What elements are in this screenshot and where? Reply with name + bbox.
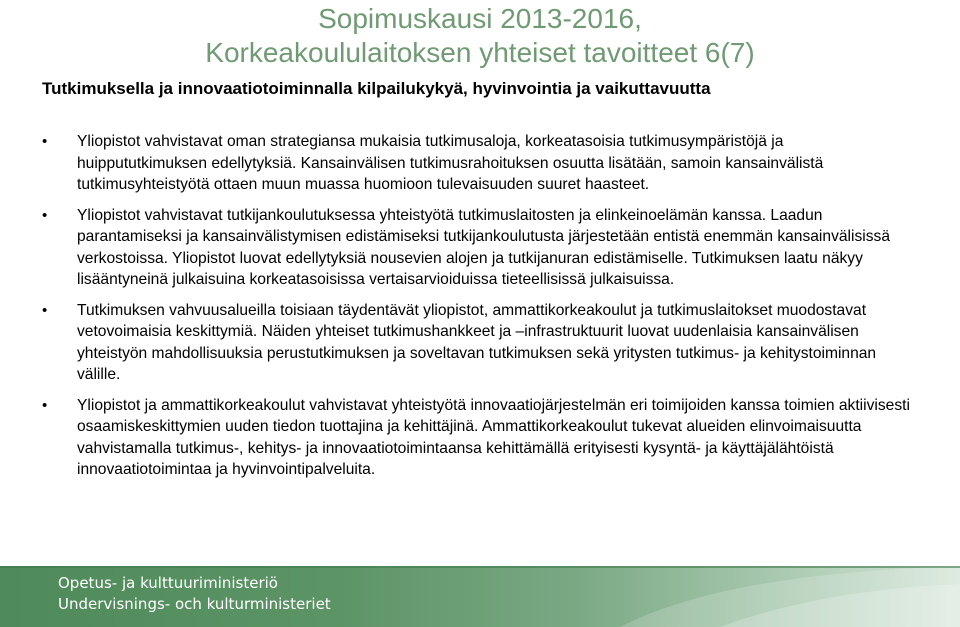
ministry-name-sv: Undervisnings- och kulturministeriet xyxy=(58,595,331,613)
title-line-1: Sopimuskausi 2013-2016, xyxy=(318,3,642,34)
bullet-item xyxy=(42,300,912,386)
slide-title xyxy=(0,2,960,70)
bullet-icon: • xyxy=(42,396,48,414)
bullet-item xyxy=(42,131,912,196)
bullet-text: Yliopistot vahvistavat tutkijankoulutuksessa yhteistyötä tutkimuslaitosten ja elinkeinoelämän kanssa. Laadun parantamiseksi ja kansainvälistymisen edistämiseksi tutkijankoulutusta järjestetään entistä enemmän kansainvälisissä verkostoissa. Yliopistot luovat edellytyksiä nousevien alojen ja tutkijanuran edistämiselle. Tutkimuksen laatu näkyy lisääntyneinä julkaisuina korkeatasoisissa vertaisarvioiduissa tieteellisissä julkaisuissa. xyxy=(77,206,890,288)
bullet-list xyxy=(42,131,912,490)
bullet-icon: • xyxy=(42,206,48,224)
bullet-item xyxy=(42,395,912,481)
title-line-2: Korkeakoululaitoksen yhteiset tavoitteet 6(7) xyxy=(205,37,755,68)
bullet-text: Yliopistot vahvistavat oman strategiansa mukaisia tutkimusaloja, korkeatasoisia tutkimusympäristöjä ja huippututkimuksen edellytyksiä. Kansainvälisen tutkimusrahoituksen osuutta lisätään, samoin kansainvälistä tutkimusyhteistyötä ottaen muun muassa huomioon tulevaisuuden suuret haasteet. xyxy=(77,133,824,193)
bullet-icon: • xyxy=(42,133,48,150)
section-heading: Tutkimuksella ja innovaatiotoiminnalla kilpailukykyä, hyvinvointia ja vaikuttavuutta xyxy=(42,79,711,98)
bullet-icon: • xyxy=(42,301,48,319)
bullet-text: Yliopistot ja ammattikorkeakoulut vahvistavat yhteistyötä innovaatiojärjestelmän eri toimijoiden kanssa toimien aktiivisesti osaamiskeskittymien uuden tiedon tuottajina ja kehittäjinä. Ammattikorkeakoulut tukevat alueiden elinvoimaisuutta vahvistamalla tutkimus-, kehitys- ja innovaatiotoimintaansa kehittämällä erityisesti kysyntä- ja käyttäjälähtöistä innovaatiotoimintaa ja hyvinvointipalveluita. xyxy=(77,396,910,478)
ministry-logo-text xyxy=(58,573,331,615)
bullet-text: Tutkimuksen vahvuusalueilla toisiaan täydentävät yliopistot, ammattikorkeakoulut ja tutkimuslaitokset muodostavat vetovoimaisia keskittymiä. Näiden yhteiset tutkimushankkeet ja –infrastruktuurit luovat uudenlaisia kansainvälisen yhteistyön mahdollisuuksia perustutkimuksen ja soveltavan tutkimuksen sekä yritysten tutkimus- ja kehitystoiminnan välille. xyxy=(77,301,877,383)
ministry-name-fi: Opetus- ja kulttuuriministeriö xyxy=(58,574,278,592)
bullet-item xyxy=(42,205,912,291)
